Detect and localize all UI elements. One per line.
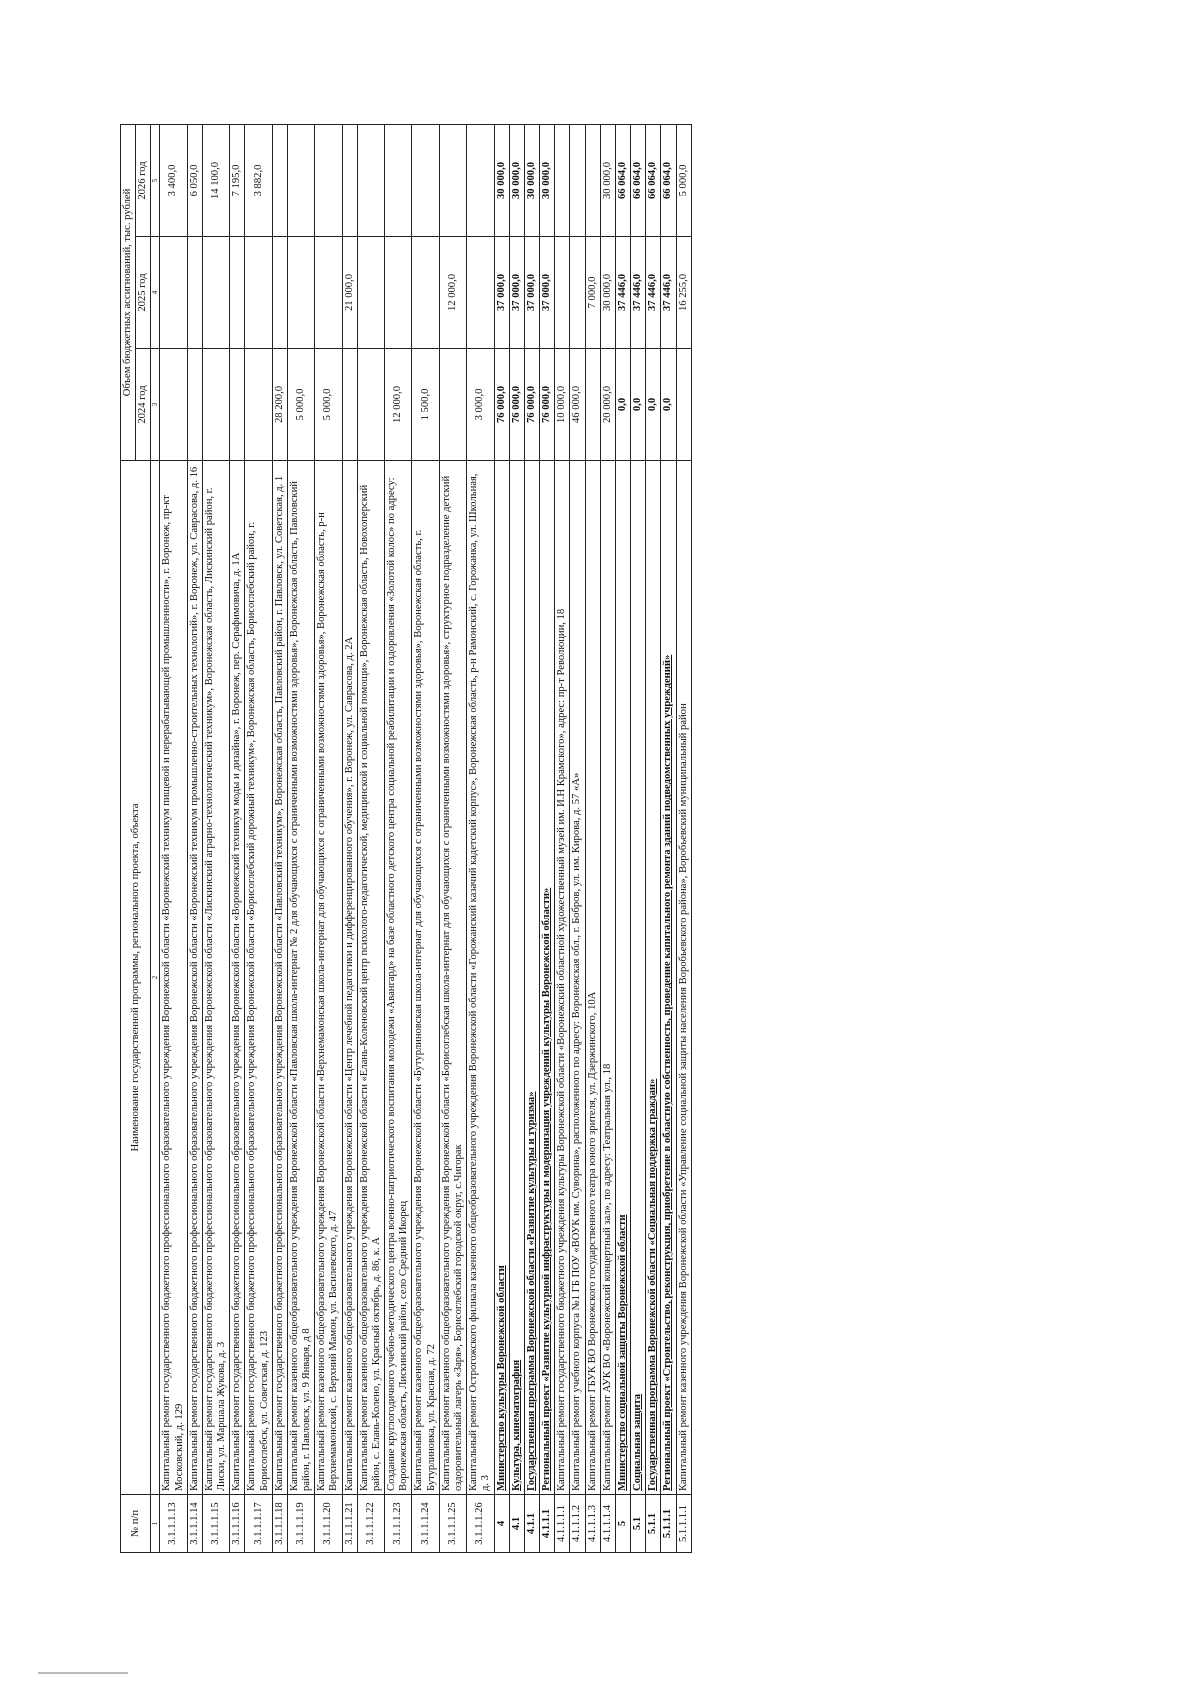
row-name: Государственная программа Воронежской области «Социальная поддержка граждан» bbox=[646, 461, 661, 1495]
table-row bbox=[600, 124, 615, 1552]
row-name: Капитальный ремонт казенного общеобразовательного учреждения Воронежской области «Елань-Коленовский центр психолого-педагогической, медицинской и социальной помощи», Воронежская область, Новохоперский район, с. Елань-Колено, ул. Красный октябрь, д. 86, к. А bbox=[357, 461, 384, 1495]
row-value-2025 bbox=[412, 237, 439, 349]
table-row bbox=[272, 124, 287, 1552]
row-name: Капитальный ремонт АУК ВО «Воронежский концертный зал», по адресу: Театральная ул., 18 bbox=[600, 461, 615, 1495]
table-row bbox=[646, 124, 661, 1552]
row-name: Капитальный ремонт государственного бюджетного учреждения культуры Воронежской области «Воронежский областной художественный музей им. И.Н Крамского», адрес: пр-т Революции, 18 bbox=[555, 461, 570, 1495]
row-value-2026: 3 400,0 bbox=[160, 124, 187, 236]
table-row bbox=[524, 124, 539, 1552]
row-value-2025: 37 000,0 bbox=[540, 237, 555, 349]
row-name: Капитальный ремонт казенного общеобразовательного учреждения Воронежской области «Верхнемамонская школа-интернат для обучающихся с ограниченными возможностями здоровья», Воронежская область, р-н Верхнемамонский, с. Верхний Мамон, ул. Василевского, д. 47 bbox=[315, 461, 342, 1495]
row-value-2025 bbox=[555, 237, 570, 349]
row-number: 4 bbox=[494, 1495, 509, 1553]
row-number: 5.1.1.1.1 bbox=[676, 1495, 691, 1553]
row-name: Министерство культуры Воронежской области bbox=[494, 461, 509, 1495]
row-value-2024: 5 000,0 bbox=[287, 349, 314, 461]
row-number: 3.1.1.1.13 bbox=[160, 1495, 187, 1553]
row-number: 4.1.1.1 bbox=[540, 1495, 555, 1553]
row-number: 5.1.1.1 bbox=[661, 1495, 676, 1553]
row-value-2025 bbox=[202, 237, 229, 349]
row-value-2024 bbox=[160, 349, 187, 461]
row-value-2024 bbox=[357, 349, 384, 461]
table-row bbox=[202, 124, 229, 1552]
row-value-2025: 37 446,0 bbox=[615, 237, 630, 349]
row-value-2026 bbox=[272, 124, 287, 236]
row-value-2024: 76 000,0 bbox=[509, 349, 524, 461]
row-value-2024 bbox=[585, 349, 600, 461]
row-name: Капитальный ремонт казенного общеобразовательного учреждения Воронежской области «Павловская школа-интернат № 2 для обучающихся с ограниченными возможностями здоровья», Воронежская область, Павловский район, г. Павловск, ул. 9 Января, д 8 bbox=[287, 461, 314, 1495]
row-value-2025 bbox=[287, 237, 314, 349]
row-name: Государственная программа Воронежской области «Развитие культуры и туризма» bbox=[524, 461, 539, 1495]
row-value-2024: 0,0 bbox=[661, 349, 676, 461]
table-row bbox=[631, 124, 646, 1552]
row-name: Капитальный ремонт казенного общеобразовательного учреждения Воронежской области «Бутурлиновская школа-интернат для обучающихся с ограниченными возможностями здоровья», Воронежская область, г. Бутурлиновка, ул. Красная, д. 72 bbox=[412, 461, 439, 1495]
row-value-2026 bbox=[570, 124, 585, 236]
table-row bbox=[661, 124, 676, 1552]
row-value-2025 bbox=[272, 237, 287, 349]
row-value-2025 bbox=[187, 237, 202, 349]
row-value-2026 bbox=[555, 124, 570, 236]
row-value-2025: 30 000,0 bbox=[600, 237, 615, 349]
row-value-2026 bbox=[342, 124, 357, 236]
row-value-2025 bbox=[315, 237, 342, 349]
row-name: Капитальный ремонт казенного общеобразовательного учреждения Воронежской области «Борисоглебская школа-интернат для обучающихся с ограниченными возможностями здоровья», структурное подразделение детский оздоровительный лагерь «Заря», Борисоглебский городской округ, с.Чигорак bbox=[439, 461, 466, 1495]
row-number: 3.1.1.1.19 bbox=[287, 1495, 314, 1553]
header-volume: Объем бюджетных ассигнований, тыс. рублей bbox=[121, 124, 136, 460]
row-number: 4.1.1.1.1 bbox=[555, 1495, 570, 1553]
table-row bbox=[160, 124, 187, 1552]
row-name: Капитальный ремонт казенного учреждения Воронежской области «Управление социальной защиты населения Воробьевского района», Воробьевский муниципальный район bbox=[676, 461, 691, 1495]
row-name: Создание круглогодичного учебно-методического центра военно-патриотического воспитания молодежи «Авангард» на базе областного детского центра социальной реабилитации и оздоровления «Золотой колос» по адресу: Воронежская область, Лискинский район, село Средний Икорец bbox=[385, 461, 412, 1495]
row-value-2025: 37 000,0 bbox=[509, 237, 524, 349]
row-value-2025: 37 446,0 bbox=[631, 237, 646, 349]
row-value-2026: 66 064,0 bbox=[646, 124, 661, 236]
row-name: Капитальный ремонт Острогожского филиала казенного общеобразовательного учреждения Воронежской области «Горожанский казачий кадетский корпус», Воронежская область, р-н Рамонский, с. Горожанка, ул. Школьная, д. 3 bbox=[467, 461, 494, 1495]
header-2024: 2024 год bbox=[136, 349, 151, 461]
row-name: Капитальный ремонт учебного корпуса №1 ГБ ПОУ «ВОУК им. Суворина», расположенного по адресу: Воронежская обл., г. Бобров, ул. им. Кирова, д. 57 «А» bbox=[570, 461, 585, 1495]
row-value-2024: 3 000,0 bbox=[467, 349, 494, 461]
header-row bbox=[121, 124, 136, 1552]
row-name: Капитальный ремонт государственного бюджетного профессионального образовательного учреждения Воронежской области «Воронежский техникум промышленно-строительных технологий», г. Воронеж, ул. Саврасова, д. 16 bbox=[187, 461, 202, 1495]
row-value-2024 bbox=[187, 349, 202, 461]
row-value-2024 bbox=[342, 349, 357, 461]
row-number: 3.1.1.1.14 bbox=[187, 1495, 202, 1553]
row-value-2025 bbox=[467, 237, 494, 349]
row-value-2024: 0,0 bbox=[646, 349, 661, 461]
row-value-2026: 66 064,0 bbox=[615, 124, 630, 236]
header-2025: 2025 год bbox=[136, 237, 151, 349]
row-number: 5.1 bbox=[631, 1495, 646, 1553]
row-name: Капитальный ремонт ГБУК ВО Воронежского государственного театра юного зрителя, ул. Дзержинского, 10А bbox=[585, 461, 600, 1495]
column-index: 2 bbox=[151, 461, 160, 1495]
table-row bbox=[385, 124, 412, 1552]
row-number: 4.1 bbox=[509, 1495, 524, 1553]
row-number: 3.1.1.1.18 bbox=[272, 1495, 287, 1553]
row-number: 3.1.1.1.21 bbox=[342, 1495, 357, 1553]
table-row bbox=[585, 124, 600, 1552]
table-row bbox=[570, 124, 585, 1552]
row-value-2025: 37 446,0 bbox=[661, 237, 676, 349]
row-value-2026: 30 000,0 bbox=[494, 124, 509, 236]
row-value-2026: 14 100,0 bbox=[202, 124, 229, 236]
row-value-2026 bbox=[585, 124, 600, 236]
rotated-page bbox=[120, 125, 1095, 1553]
row-value-2024: 20 000,0 bbox=[600, 349, 615, 461]
row-value-2024: 10 000,0 bbox=[555, 349, 570, 461]
row-number: 3.1.1.1.22 bbox=[357, 1495, 384, 1553]
row-value-2026 bbox=[439, 124, 466, 236]
table-row bbox=[439, 124, 466, 1552]
row-number: 3.1.1.1.25 bbox=[439, 1495, 466, 1553]
header-name: Наименование государственной программы, регионального проекта, объекта bbox=[121, 461, 151, 1495]
column-index-row bbox=[151, 124, 160, 1552]
table-row bbox=[287, 124, 314, 1552]
row-name: Капитальный ремонт государственного бюджетного профессионального образовательного учреждения Воронежской области «Воронежский техникум моды и дизайна», г. Воронеж, пер. Серафимовича, д. 1А bbox=[230, 461, 245, 1495]
row-value-2026 bbox=[385, 124, 412, 236]
row-name: Социальная защита bbox=[631, 461, 646, 1495]
row-value-2025 bbox=[230, 237, 245, 349]
table-row bbox=[509, 124, 524, 1552]
row-value-2024: 76 000,0 bbox=[494, 349, 509, 461]
row-number: 3.1.1.1.16 bbox=[230, 1495, 245, 1553]
row-value-2026 bbox=[315, 124, 342, 236]
column-index: 3 bbox=[151, 349, 160, 461]
table-row bbox=[187, 124, 202, 1552]
row-value-2026: 5 000,0 bbox=[676, 124, 691, 236]
row-value-2024 bbox=[245, 349, 272, 461]
row-value-2025: 12 000,0 bbox=[439, 237, 466, 349]
row-number: 3.1.1.1.15 bbox=[202, 1495, 229, 1553]
row-number: 3.1.1.1.20 bbox=[315, 1495, 342, 1553]
row-value-2025: 7 000,0 bbox=[585, 237, 600, 349]
row-value-2025 bbox=[357, 237, 384, 349]
row-value-2025: 37 000,0 bbox=[494, 237, 509, 349]
row-value-2026: 30 000,0 bbox=[540, 124, 555, 236]
row-value-2024: 76 000,0 bbox=[524, 349, 539, 461]
row-number: 5.1.1 bbox=[646, 1495, 661, 1553]
row-value-2025 bbox=[160, 237, 187, 349]
table-row bbox=[467, 124, 494, 1552]
row-value-2026: 7 195,0 bbox=[230, 124, 245, 236]
row-value-2024: 0,0 bbox=[631, 349, 646, 461]
row-name: Капитальный ремонт государственного бюджетного профессионального образовательного учреждения Воронежской области «Павловский техникум», Воронежская область, Павловский район, г. Павловск, ул. Советская, д. 1 bbox=[272, 461, 287, 1495]
row-value-2024 bbox=[230, 349, 245, 461]
column-index: 1 bbox=[151, 1495, 160, 1553]
table-row bbox=[676, 124, 691, 1552]
row-value-2026: 30 000,0 bbox=[509, 124, 524, 236]
row-value-2026: 30 000,0 bbox=[524, 124, 539, 236]
row-value-2024 bbox=[202, 349, 229, 461]
row-name: Капитальный ремонт казенного общеобразовательного учреждения Воронежской области «Центр лечебной педагогики и дифференцированного обучения», г. Воронеж, ул. Саврасова, д. 2А bbox=[342, 461, 357, 1495]
row-number: 3.1.1.1.26 bbox=[467, 1495, 494, 1553]
row-value-2025 bbox=[570, 237, 585, 349]
header-2026: 2026 год bbox=[136, 124, 151, 236]
row-name: Региональный проект «Развитие культурной инфраструктуры и модернизация учреждений культуры Воронежской области» bbox=[540, 461, 555, 1495]
row-number: 4.1.1 bbox=[524, 1495, 539, 1553]
row-value-2026 bbox=[357, 124, 384, 236]
row-value-2026: 66 064,0 bbox=[661, 124, 676, 236]
row-value-2026: 30 000,0 bbox=[600, 124, 615, 236]
row-number: 5 bbox=[615, 1495, 630, 1553]
row-value-2026: 6 050,0 bbox=[187, 124, 202, 236]
row-value-2024: 76 000,0 bbox=[540, 349, 555, 461]
row-value-2026: 3 882,0 bbox=[245, 124, 272, 236]
table-row bbox=[315, 124, 342, 1552]
table-row bbox=[342, 124, 357, 1552]
row-name: Региональный проект «Строительство, реконструкция, приобретение в областную собственность, проведение капитального ремонта зданий подведомственных учреждений» bbox=[661, 461, 676, 1495]
row-value-2025: 16 255,0 bbox=[676, 237, 691, 349]
row-value-2024 bbox=[676, 349, 691, 461]
row-name: Министерство социальной защиты Воронежской области bbox=[615, 461, 630, 1495]
row-value-2025: 37 446,0 bbox=[646, 237, 661, 349]
row-value-2024: 28 200,0 bbox=[272, 349, 287, 461]
table-row bbox=[412, 124, 439, 1552]
scan-edge-mark bbox=[38, 1672, 128, 1674]
row-value-2026: 66 064,0 bbox=[631, 124, 646, 236]
row-value-2024: 1 500,0 bbox=[412, 349, 439, 461]
row-number: 3.1.1.1.24 bbox=[412, 1495, 439, 1553]
table-row bbox=[494, 124, 509, 1552]
table-row bbox=[230, 124, 245, 1552]
table-row bbox=[555, 124, 570, 1552]
budget-table bbox=[120, 124, 692, 1553]
row-value-2024: 12 000,0 bbox=[385, 349, 412, 461]
row-value-2025: 37 000,0 bbox=[524, 237, 539, 349]
row-value-2025 bbox=[245, 237, 272, 349]
column-index: 4 bbox=[151, 237, 160, 349]
table-row bbox=[615, 124, 630, 1552]
row-name: Капитальный ремонт государственного бюджетного профессионального образовательного учреждения Воронежской области «Лискинский аграрно-технологический техникум», Воронежская область, Лискинский район, г. Лиски, ул. Маршала Жукова, д. 3 bbox=[202, 461, 229, 1495]
header-num: № п/п bbox=[121, 1495, 151, 1553]
row-number: 3.1.1.1.23 bbox=[385, 1495, 412, 1553]
row-value-2024: 0,0 bbox=[615, 349, 630, 461]
row-value-2026 bbox=[287, 124, 314, 236]
row-value-2025: 21 000,0 bbox=[342, 237, 357, 349]
row-name: Культура, кинематография bbox=[509, 461, 524, 1495]
row-number: 3.1.1.1.17 bbox=[245, 1495, 272, 1553]
row-value-2024: 46 000,0 bbox=[570, 349, 585, 461]
column-index: 5 bbox=[151, 124, 160, 236]
table-row bbox=[540, 124, 555, 1552]
table-row bbox=[357, 124, 384, 1552]
row-number: 4.1.1.1.2 bbox=[570, 1495, 585, 1553]
row-name: Капитальный ремонт государственного бюджетного профессионального образовательного учреждения Воронежской области «Воронежский техникум пищевой и перерабатывающей промышленности», г. Воронеж, пр-кт Московский, д. 129 bbox=[160, 461, 187, 1495]
row-value-2024 bbox=[439, 349, 466, 461]
row-name: Капитальный ремонт государственного бюджетного профессионального образовательного учреждения Воронежской области «Борисоглебский дорожный техникум», Воронежская область, Борисоглебский район, г. Борисоглебск, ул. Советская, д. 123 bbox=[245, 461, 272, 1495]
row-value-2025 bbox=[385, 237, 412, 349]
row-number: 4.1.1.1.3 bbox=[585, 1495, 600, 1553]
row-number: 4.1.1.1.4 bbox=[600, 1495, 615, 1553]
row-value-2024: 5 000,0 bbox=[315, 349, 342, 461]
table-row bbox=[245, 124, 272, 1552]
row-value-2026 bbox=[467, 124, 494, 236]
row-value-2026 bbox=[412, 124, 439, 236]
